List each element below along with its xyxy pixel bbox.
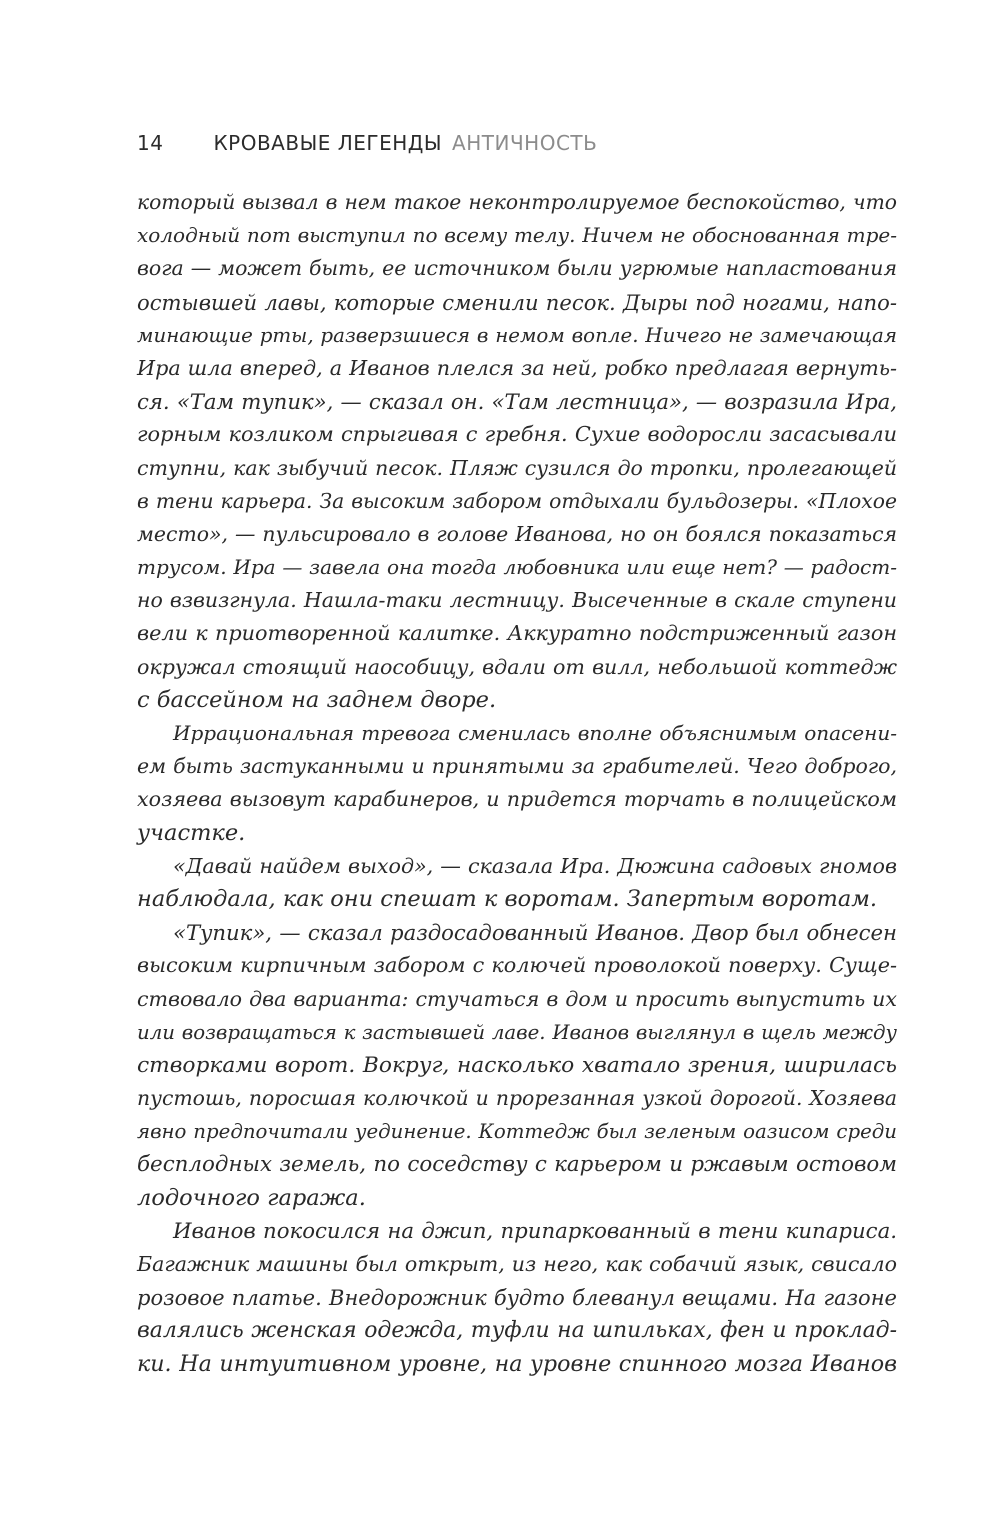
text-line: окружал стоящий наособицу, вдали от вилл, небольшой коттедж bbox=[137, 654, 897, 679]
text-line: ствовало два варианта: стучаться в дом и просить выпустить их bbox=[137, 986, 897, 1011]
text-line: явно предпочитали уединение. Коттедж был зеленым оазисом среди bbox=[137, 1120, 897, 1144]
running-header bbox=[137, 131, 597, 155]
text-line: Иванов покосился на джип, припаркованный в тени кипариса. bbox=[173, 1218, 897, 1244]
text-line: Иррациональная тревога сменилась вполне объяснимым опасени- bbox=[173, 721, 897, 745]
text-line: розовое платье. Внедорожник будто блеванул вещами. На газоне bbox=[137, 1285, 897, 1311]
text-line: хозяева вызовут карабинеров, и придется торчать в полицейском bbox=[137, 787, 897, 812]
text-line: Багажник машины был открыт, из него, как собачий язык, свисало bbox=[137, 1252, 897, 1276]
book-title: КРОВАВЫЕ ЛЕГЕНДЫ bbox=[213, 131, 443, 155]
text-line: наблюдала, как они спешат к воротам. Запертым воротам. bbox=[137, 885, 878, 912]
text-line: ки. На интуитивном уровне, на уровне спинного мозга Иванов bbox=[137, 1350, 897, 1377]
text-line: вога — может быть, ее источником были угрюмые напластования bbox=[137, 256, 897, 281]
text-line: который вызвал в нем такое неконтролируемое беспокойство, что bbox=[137, 190, 897, 214]
page-number: 14 bbox=[137, 131, 164, 155]
text-line: Ира шла вперед, а Иванов плелся за ней, робко предлагая вернуть- bbox=[137, 355, 897, 380]
text-line: ступни, как зыбучий песок. Пляж сузился до тропки, пролегающей bbox=[137, 455, 897, 480]
text-line: участке. bbox=[137, 819, 246, 846]
text-line: «Давай найдем выход», — сказала Ира. Дюжина садовых гномов bbox=[173, 853, 897, 878]
text-line: лодочного гаража. bbox=[137, 1184, 366, 1211]
text-line: «Тупик», — сказал раздосадованный Иванов. Двор был обнесен bbox=[173, 920, 897, 946]
text-line: высоким кирпичным забором с колючей проволокой поверху. Суще- bbox=[137, 953, 897, 978]
text-line: трусом. Ира — завела она тогда любовника или еще нет? — радост- bbox=[137, 555, 897, 580]
text-line: минающие рты, разверзшиеся в немом вопле. Ничего не замечающая bbox=[137, 323, 897, 347]
text-line: или возвращаться к застывшей лаве. Иванов выглянул в щель между bbox=[137, 1020, 897, 1044]
text-line: горным козликом спрыгивая с гребня. Сухие водоросли засасывали bbox=[137, 422, 897, 447]
text-line: валялись женская одежда, туфли на шпильках, фен и проклад- bbox=[137, 1318, 897, 1344]
text-line: бесплодных земель, по соседству с карьером и ржавым остовом bbox=[137, 1152, 897, 1178]
text-line: ся. «Там тупик», — сказал он. «Там лестница», — возразила Ира, bbox=[137, 389, 897, 415]
text-line: с бассейном на заднем дворе. bbox=[137, 686, 497, 713]
body-text bbox=[137, 186, 897, 1381]
section-title: АНТИЧНОСТЬ bbox=[452, 131, 598, 155]
text-line: остывшей лавы, которые сменили песок. Дыры под ногами, напо- bbox=[137, 289, 897, 315]
text-line: холодный пот выступил по всему телу. Ничем не обоснованная тре- bbox=[137, 223, 897, 248]
text-line: место», — пульсировало в голове Иванова, но он боялся показаться bbox=[137, 521, 897, 546]
text-line: створками ворот. Вокруг, насколько хватало зрения, ширилась bbox=[137, 1052, 897, 1078]
text-line: но взвизгнула. Нашла-таки лестницу. Высеченные в скале ступени bbox=[137, 588, 897, 613]
text-line: вели к приотворенной калитке. Аккуратно подстриженный газон bbox=[137, 621, 897, 646]
text-line: пустошь, поросшая колючкой и прорезанная узкой дорогой. Хозяева bbox=[137, 1086, 897, 1111]
text-line: в тени карьера. За высоким забором отдыхали бульдозеры. «Плохое bbox=[137, 488, 897, 513]
text-line: ем быть застуканными и принятыми за грабителей. Чего доброго, bbox=[137, 754, 897, 779]
